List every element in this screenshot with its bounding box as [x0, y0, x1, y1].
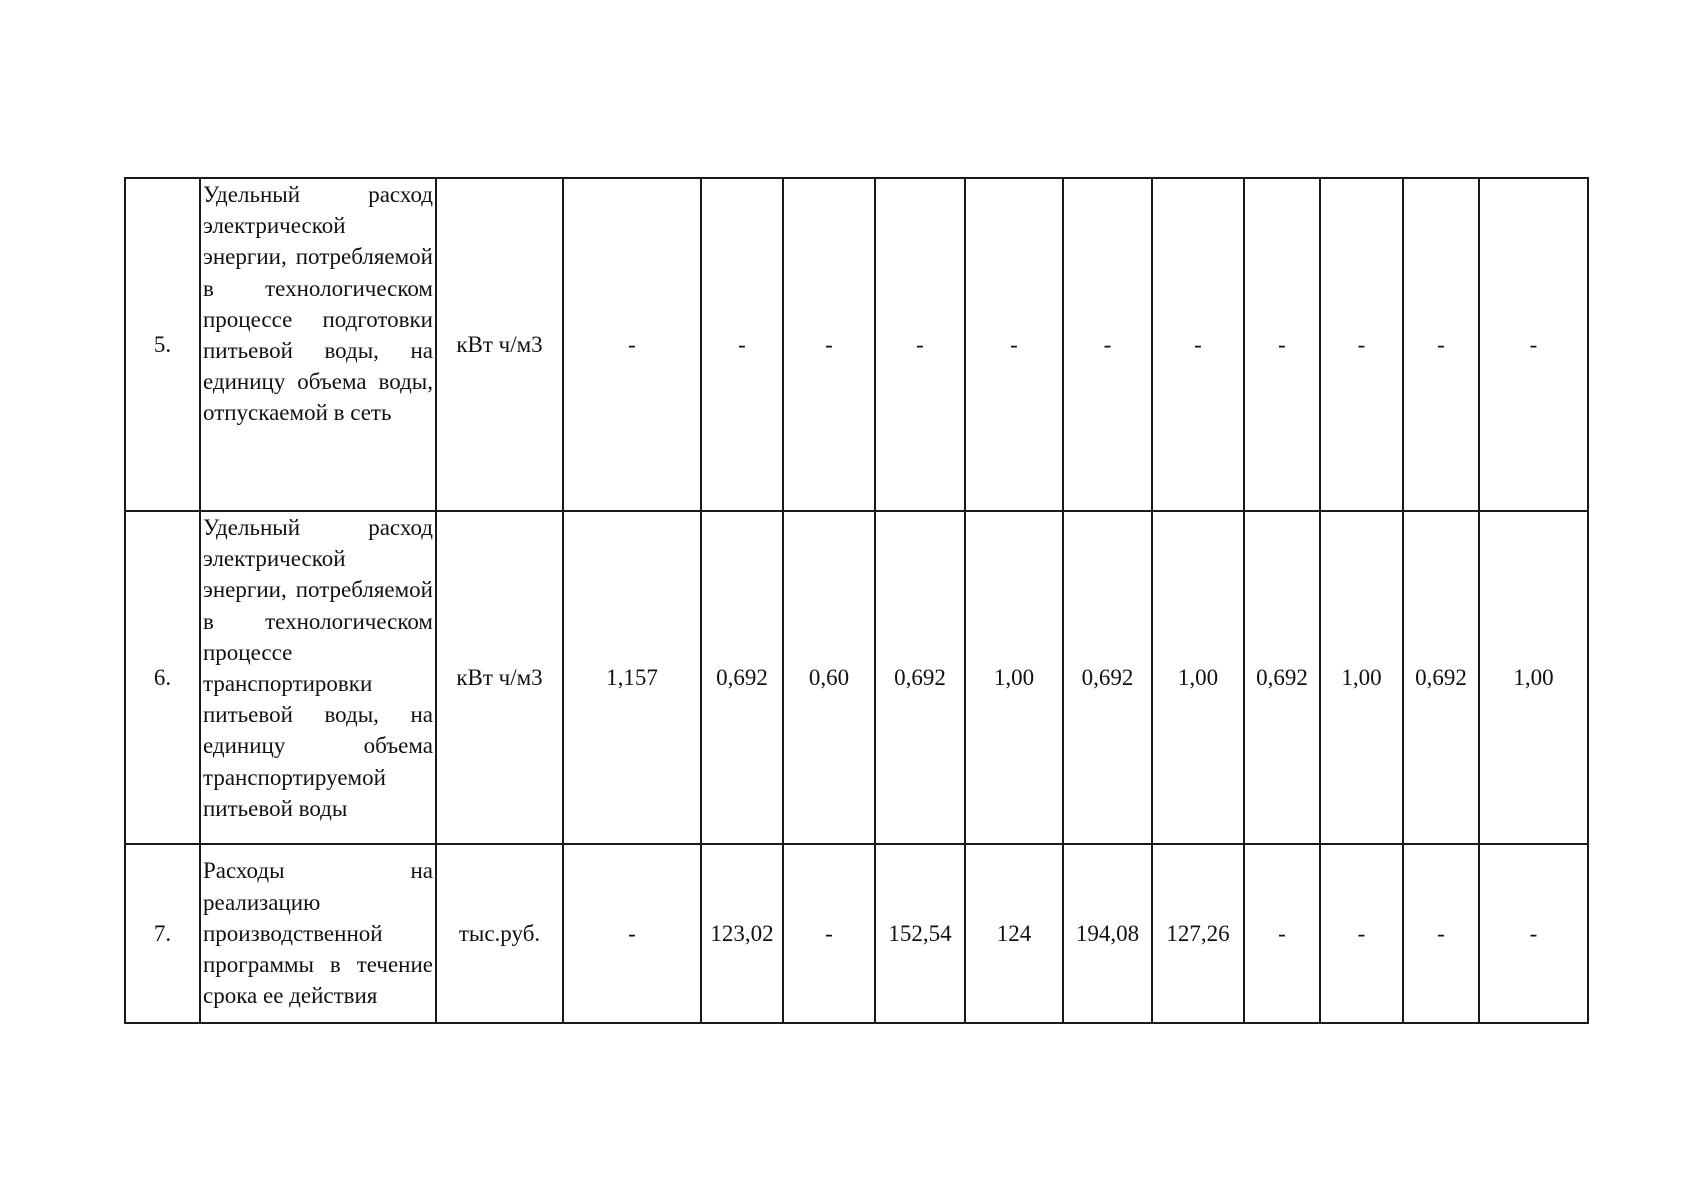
- unit-cell: кВт ч/м3: [436, 511, 563, 844]
- value-cell: -: [965, 178, 1063, 511]
- value-cell: 152,54: [875, 844, 965, 1023]
- value-cell: 0,692: [875, 511, 965, 844]
- value-cell: 1,00: [1152, 511, 1244, 844]
- indicator-name: Расходы на реализацию производственной программы в течение срока ее действия: [200, 844, 436, 1023]
- value-cell: 1,00: [1320, 511, 1403, 844]
- value-cell: -: [1403, 178, 1479, 511]
- value-cell: -: [875, 178, 965, 511]
- value-cell: 0,692: [1244, 511, 1320, 844]
- value-cell: -: [1152, 178, 1244, 511]
- value-cell: -: [563, 178, 701, 511]
- value-cell: 123,02: [701, 844, 783, 1023]
- value-cell: 0,692: [1063, 511, 1152, 844]
- value-cell: 1,157: [563, 511, 701, 844]
- row-number: 5.: [125, 178, 200, 511]
- value-cell: -: [1244, 178, 1320, 511]
- value-cell: 0,692: [701, 511, 783, 844]
- value-cell: 127,26: [1152, 844, 1244, 1023]
- value-cell: -: [783, 844, 875, 1023]
- value-cell: 194,08: [1063, 844, 1152, 1023]
- value-cell: -: [1320, 844, 1403, 1023]
- row-number: 7.: [125, 844, 200, 1023]
- table-row: [125, 844, 1588, 1023]
- value-cell: 0,60: [783, 511, 875, 844]
- value-cell: -: [1479, 178, 1588, 511]
- value-cell: -: [1479, 844, 1588, 1023]
- value-cell: -: [1244, 844, 1320, 1023]
- indicators-table: [124, 177, 1589, 1024]
- value-cell: -: [783, 178, 875, 511]
- value-cell: 1,00: [1479, 511, 1588, 844]
- value-cell: -: [1063, 178, 1152, 511]
- value-cell: -: [563, 844, 701, 1023]
- value-cell: 1,00: [965, 511, 1063, 844]
- unit-cell: кВт ч/м3: [436, 178, 563, 511]
- value-cell: 124: [965, 844, 1063, 1023]
- row-number: 6.: [125, 511, 200, 844]
- value-cell: -: [1320, 178, 1403, 511]
- unit-cell: тыс.руб.: [436, 844, 563, 1023]
- indicator-name: Удельный расход электрической энергии, потребляемой в технологическом процессе подготовки питьевой воды, на единицу объема воды, отпускаемой в сеть: [200, 178, 436, 511]
- table-row: [125, 178, 1588, 511]
- value-cell: -: [701, 178, 783, 511]
- value-cell: 0,692: [1403, 511, 1479, 844]
- table-row: [125, 511, 1588, 844]
- indicator-name: Удельный расход электрической энергии, потребляемой в технологическом процессе транспортировки питьевой воды, на единицу объема транспортируемой питьевой воды: [200, 511, 436, 844]
- value-cell: -: [1403, 844, 1479, 1023]
